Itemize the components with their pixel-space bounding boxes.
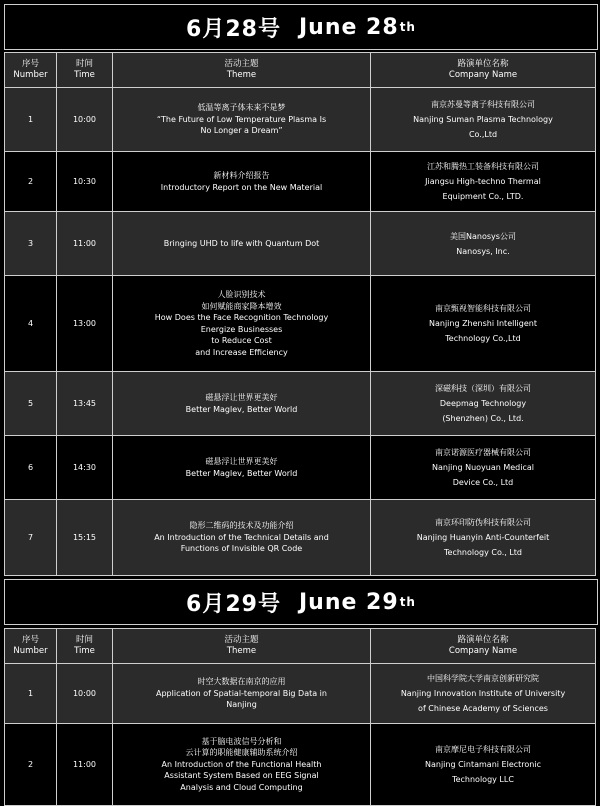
company-line: Technology LLC [452, 775, 514, 784]
company-line: Equipment Co., LTD. [442, 192, 524, 201]
cell-number: 2 [5, 152, 57, 212]
theme-line: Assistant System Based on EEG Signal [164, 771, 319, 781]
theme-line: 新材料介绍报告 [213, 171, 270, 180]
cell-number: 2 [5, 724, 57, 806]
company-line: Nanjing Cintamani Electronic [425, 760, 541, 769]
title-en: June 28 [298, 14, 399, 40]
cell-time: 10:00 [57, 88, 113, 152]
company-line: 南京诺源医疗器械有限公司 [435, 448, 531, 457]
company-line: of Chinese Academy of Sciences [418, 704, 548, 713]
cell-company [371, 152, 596, 212]
theme-line: Bringing UHD to life with Quantum Dot [163, 238, 320, 248]
company-line: 美国Nanosys公司 [450, 231, 516, 241]
section-title-june-28 [4, 4, 598, 50]
company-line: Nanosys, Inc. [456, 246, 510, 256]
theme-line: Functions of Invisible QR Code [180, 544, 303, 554]
table-row [5, 152, 596, 212]
cell-time: 11:00 [57, 212, 113, 276]
cell-time: 11:00 [57, 724, 113, 806]
section-title-june-29 [4, 579, 598, 625]
company-line: Technology Co., Ltd [444, 548, 522, 557]
cell-theme [113, 500, 371, 576]
cell-company [371, 212, 596, 276]
company-line: Nanjing Innovation Institute of University [400, 689, 566, 698]
company-line: 南京甄视智能科技有限公司 [435, 304, 531, 313]
company-line: Nanjing Huanyin Anti-Counterfeit [416, 533, 550, 542]
header-number: 序号 Number [5, 629, 57, 664]
theme-line: 人脸识别技术 [217, 290, 266, 299]
table-header [5, 53, 596, 88]
company-line: 南京摩尼电子科技有限公司 [435, 745, 531, 754]
company-line: 中国科学院大学南京创新研究院 [427, 674, 539, 683]
company-line: Technology Co.,Ltd [445, 334, 521, 343]
header-time: 时间 Time [57, 629, 113, 664]
theme-line: How Does the Face Recognition Technology [154, 313, 329, 322]
theme-line: An Introduction of the Functional Health [161, 759, 322, 769]
cell-time: 15:15 [57, 500, 113, 576]
theme-line: to Reduce Cost [211, 336, 272, 345]
header-company: 路演单位名称 Company Name [371, 53, 596, 88]
cell-number: 5 [5, 372, 57, 436]
cell-company [371, 500, 596, 576]
title-zh: 6月29号 [186, 591, 281, 617]
cell-time: 10:30 [57, 152, 113, 212]
table-row [5, 724, 596, 806]
theme-line: Nanjing [226, 700, 257, 710]
cell-number: 6 [5, 436, 57, 500]
cell-number: 4 [5, 276, 57, 372]
theme-line: 磁悬浮让世界更美好 [205, 393, 278, 402]
header-number: 序号 Number [5, 53, 57, 88]
table-header [5, 629, 596, 664]
theme-line: Better Maglev, Better World [185, 404, 298, 414]
header-time: 时间 Time [57, 53, 113, 88]
cell-number: 1 [5, 664, 57, 724]
header-theme: 活动主题 Theme [113, 629, 371, 664]
cell-company [371, 436, 596, 500]
table-row [5, 372, 596, 436]
cell-theme [113, 88, 371, 152]
cell-theme [113, 664, 371, 724]
company-line: Nanjing Nuoyuan Medical [431, 463, 534, 472]
cell-theme [113, 724, 371, 806]
cell-time: 13:45 [57, 372, 113, 436]
title-sup: th [399, 20, 416, 34]
theme-line: 如何赋能商家降本增效 [201, 301, 282, 311]
company-line: 南京环印防伪科技有限公司 [435, 518, 531, 527]
table-row [5, 664, 596, 724]
theme-line: and Increase Efficiency [195, 347, 288, 357]
theme-line: No Longer a Dream” [200, 126, 283, 136]
theme-line: Energize Businesses [200, 324, 283, 334]
title-sup: th [399, 595, 416, 609]
company-line: Nanjing Zhenshi Intelligent [428, 319, 537, 328]
company-line: Nanjing Suman Plasma Technology [413, 115, 553, 124]
table-row [5, 436, 596, 500]
theme-line: 基于脑电波信号分析和 [201, 736, 282, 746]
theme-line: 隐形二维码的技术及功能介绍 [189, 521, 294, 531]
company-line: Jiangsu High-techno Thermal [425, 177, 541, 186]
theme-line: 时空大数据在南京的应用 [197, 677, 286, 687]
cell-company [371, 664, 596, 724]
company-line: 江苏和腾热工装备科技有限公司 [427, 162, 539, 171]
company-line: Device Co., Ltd [452, 478, 514, 487]
cell-company [371, 88, 596, 152]
cell-number: 3 [5, 212, 57, 276]
header-company: 路演单位名称 Company Name [371, 629, 596, 664]
cell-number: 7 [5, 500, 57, 576]
theme-line: 低温等离子体未来不是梦 [197, 103, 286, 113]
company-line: 南京苏曼等离子科技有限公司 [431, 100, 535, 109]
table-row [5, 276, 596, 372]
cell-theme [113, 436, 371, 500]
table-row [5, 88, 596, 152]
theme-line: Introductory Report on the New Material [160, 182, 323, 192]
theme-line: Analysis and Cloud Computing [180, 782, 303, 792]
cell-number: 1 [5, 88, 57, 152]
company-line: 深磁科技（深圳）有限公司 [435, 384, 531, 393]
cell-time: 13:00 [57, 276, 113, 372]
cell-theme [113, 152, 371, 212]
company-line: Co.,Ltd [468, 130, 498, 139]
cell-theme [113, 212, 371, 276]
schedule-table-day1 [4, 52, 596, 576]
cell-company [371, 724, 596, 806]
theme-line: 磁悬浮让世界更美好 [205, 457, 278, 466]
theme-line: “The Future of Low Temperature Plasma Is [156, 114, 327, 124]
cell-theme [113, 372, 371, 436]
table-row [5, 500, 596, 576]
title-zh: 6月28号 [186, 16, 281, 42]
cell-company [371, 372, 596, 436]
cell-company [371, 276, 596, 372]
theme-line: Application of Spatial-temporal Big Data in [156, 688, 327, 698]
cell-time: 10:00 [57, 664, 113, 724]
theme-line: 云计算的职能健康辅助系统介绍 [185, 748, 298, 758]
cell-theme [113, 276, 371, 372]
company-line: Deepmag Technology [439, 399, 527, 408]
header-theme: 活动主题 Theme [113, 53, 371, 88]
table-row [5, 212, 596, 276]
title-en: June 29 [298, 589, 399, 615]
schedule-table-day2 [4, 628, 596, 806]
company-line: (Shenzhen) Co., Ltd. [442, 414, 524, 423]
theme-line: Better Maglev, Better World [185, 468, 298, 478]
theme-line: An Introduction of the Technical Details and [154, 532, 329, 542]
cell-time: 14:30 [57, 436, 113, 500]
